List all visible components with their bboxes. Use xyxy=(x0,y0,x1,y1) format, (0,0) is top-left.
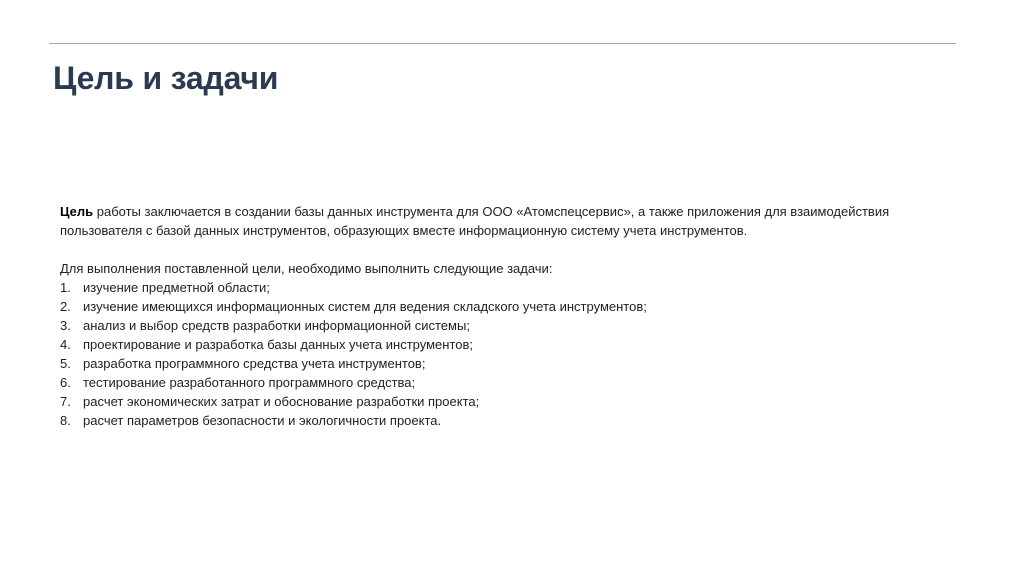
task-text: расчет экономических затрат и обоснование разработки проекта; xyxy=(83,394,480,409)
tasks-intro: Для выполнения поставленной цели, необходимо выполнить следующие задачи: xyxy=(60,261,553,276)
paragraph-gap xyxy=(60,240,920,259)
task-text: разработка программного средства учета инструментов; xyxy=(83,356,426,371)
task-number: 8. xyxy=(60,413,71,428)
list-item xyxy=(60,392,920,411)
task-number: 4. xyxy=(60,337,71,352)
slide-body xyxy=(60,202,920,430)
task-number: 3. xyxy=(60,318,71,333)
task-number: 6. xyxy=(60,375,71,390)
list-item xyxy=(60,411,920,430)
task-text: проектирование и разработка базы данных учета инструментов; xyxy=(83,337,474,352)
slide-title: Цель и задачи xyxy=(53,60,279,96)
task-number: 2. xyxy=(60,299,71,314)
task-text: расчет параметров безопасности и экологичности проекта. xyxy=(83,413,442,428)
task-text: анализ и выбор средств разработки информационной системы; xyxy=(83,318,470,333)
goal-paragraph xyxy=(60,202,920,240)
list-item xyxy=(60,373,920,392)
goal-label: Цель xyxy=(60,204,94,219)
goal-text: работы заключается в создании базы данных инструмента для ООО «Атомспецсервис», а также приложения для взаимодействия пользователя с базой данных инструментов, образующих вместе информационную систему учета инструментов. xyxy=(60,204,890,238)
list-item xyxy=(60,316,920,335)
list-item xyxy=(60,354,920,373)
list-item xyxy=(60,297,920,316)
task-number: 1. xyxy=(60,280,71,295)
list-item xyxy=(60,335,920,354)
task-text: изучение имеющихся информационных систем для ведения складского учета инструментов; xyxy=(83,299,647,314)
list-item xyxy=(60,278,920,297)
task-list xyxy=(60,278,920,430)
task-number: 7. xyxy=(60,394,71,409)
task-text: тестирование разработанного программного средства; xyxy=(83,375,416,390)
top-divider xyxy=(49,43,956,44)
task-text: изучение предметной области; xyxy=(83,280,270,295)
task-number: 5. xyxy=(60,356,71,371)
